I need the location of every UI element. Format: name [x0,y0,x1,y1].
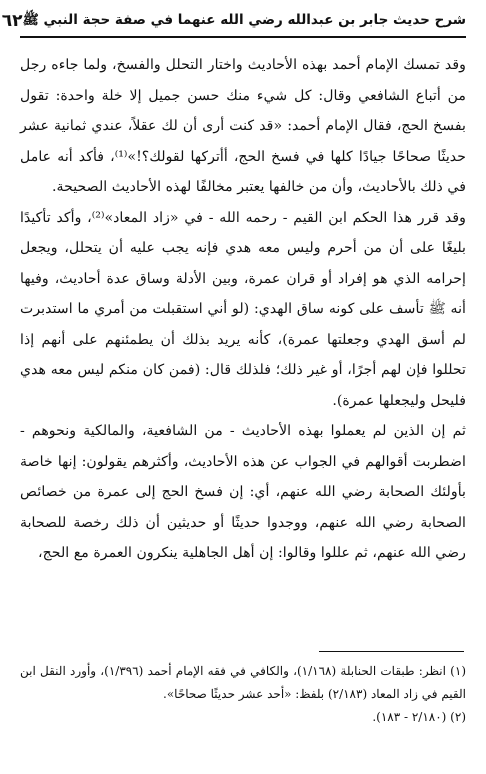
running-title: شرح حديث جابر بن عبدالله رضي الله عنهما في صفة حجة النبي ﷺ [22,12,466,28]
paragraph-ibn-qayyim: وقد قرر هذا الحكم ابن القيم - رحمه الله - في «زاد المعاد»⁽²⁾، وأكد تأكيدًا بليغًا على أن من أحرم وليس معه هدي فإنه يجب عليه أن يتحلل، ويجعل إحرامه الذي هو إفراد أو قران عمرة، وبين الأدلة وساق عدة أحاديث، وفيها أنه ﷺ تأسف على كونه ساق الهدي: (لو أني استقبلت من أمري ما استدبرت لم أسق الهدي وجعلتها عمرة)، كأنه يريد بذلك أن يطمئنهم على أنهم إذا تحللوا فإن لهم أجرًا، أو غير ذلك؛ فلذلك قال: (فمن كان منكم ليس معه هدي فليحل وليجعلها عمرة). [20,209,467,409]
page-number: ٦٢ [1,11,23,31]
page-header [1,8,466,38]
footnote-1: (١) انظر: طبقات الحنابلة (١/١٦٨)، والكافي في فقه الإمام أحمد (١/٣٩٦)، وأورد النقل ابن القيم في زاد المعاد (٢/١٨٣) بلفظ: «أحد عشر حديثًا صحاحًا». [20,664,466,701]
footnote-divider [319,651,464,652]
paragraph-ahmad-position: وقد تمسك الإمام أحمد بهذه الأحاديث واختار التحلل والفسخ، ولما جاءه رجل من أتباع الشافعي وقال: كل شيء منك حسن جميل إلا خلة واحدة: تقول بفسخ الحج، فقال الإمام أحمد: «قد كنت أرى أن لك عقلاً، عندي ثمانية عشر حديثًا صحاحًا جيادًا كلها في فسخ الحج، أأتركها لقولك؟!»⁽¹⁾، فأكد أنه عامل في ذلك بالأحاديث، وأن من خالفها يعتبر مخالفًا لهذه الأحاديث الصحيحة. [20,57,467,195]
footnotes [20,660,466,729]
main-text [20,50,466,569]
paragraph-other-madhhabs: ثم إن الذين لم يعملوا بهذه الأحاديث - من الشافعية، والمالكية ونحوهم - اضطربت أقوالهم في الجواب عن هذه الأحاديث، وأكثرهم يقولون: إنها خاصة بأولئك الصحابة رضي الله عنهم، أي: إن فسخ الحج إلى عمرة من خصائص الصحابة رضي الله عنهم، ووجدوا حديثًا أو حديثين أن ذلك رخصة للصحابة رضي الله عنهم، ثم عللوا وقالوا: إن أهل الجاهلية ينكرون العمرة مع الحج، [20,423,466,561]
footnote-2: (٢) (٢/١٨٠ - ١٨٣). [372,710,466,724]
